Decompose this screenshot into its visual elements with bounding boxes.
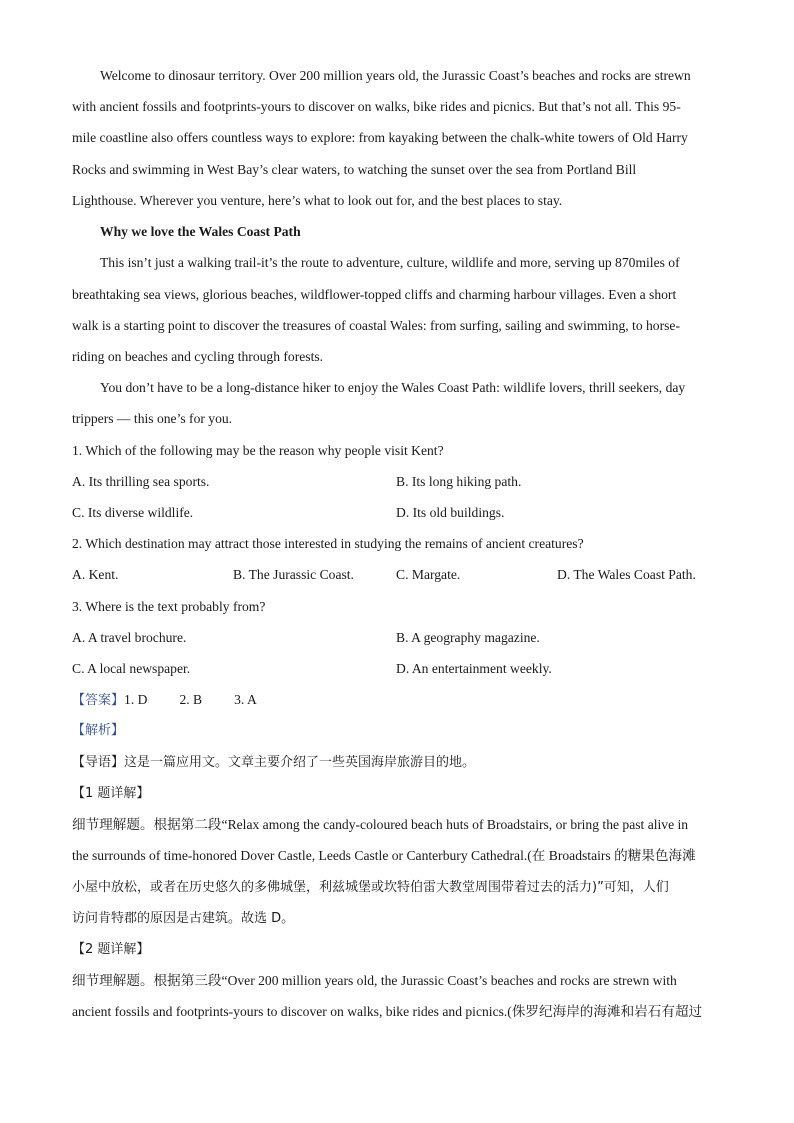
passage-line: You don’t have to be a long-distance hiker to enjoy the Wales Coast Path: wildlife lovers, thrill seekers, day bbox=[100, 380, 686, 395]
analysis-line: 细节理解题。根据第二段“Relax among the candy-coloured beach huts of Broadstairs, or bring the past alive in bbox=[72, 817, 689, 832]
passage-line: This isn’t just a walking trail-it’s the route to adventure, culture, wildlife and more, serving up 870miles of bbox=[100, 255, 680, 270]
option: C. A local newspaper. bbox=[72, 661, 191, 676]
analysis-tag: 【解析】 bbox=[72, 723, 125, 738]
q1-detail-title: 【1 题详解】 bbox=[72, 786, 150, 801]
option: A. Its thrilling sea sports. bbox=[72, 474, 210, 489]
passage-line: walk is a starting point to discover the treasures of coastal Wales: from surfing, sailing and swimming, to horse- bbox=[72, 318, 680, 333]
analysis-line: ancient fossils and footprints-yours to discover on walks, bike rides and picnics.(侏罗纪海岸的海滩和岩石有超过 bbox=[72, 1004, 703, 1019]
answer-item: 2. B bbox=[179, 692, 203, 707]
option: D. The Wales Coast Path. bbox=[557, 567, 696, 582]
analysis-intro: 【导语】这是一篇应用文。文章主要介绍了一些英国海岸旅游目的地。 bbox=[72, 755, 476, 770]
option: C. Its diverse wildlife. bbox=[72, 505, 194, 520]
passage-line: Lighthouse. Wherever you venture, here’s what to look out for, and the best places to stay. bbox=[72, 193, 563, 208]
option: D. An entertainment weekly. bbox=[396, 661, 552, 676]
passage-line: Rocks and swimming in West Bay’s clear waters, to watching the sunset over the sea from Portland Bill bbox=[72, 162, 637, 177]
option: A. A travel brochure. bbox=[72, 630, 187, 645]
option: B. The Jurassic Coast. bbox=[233, 567, 354, 582]
analysis-line: 访问肯特郡的原因是古建筑。故选 D。 bbox=[72, 911, 295, 926]
question-stem: 1. Which of the following may be the reason why people visit Kent? bbox=[72, 443, 444, 458]
passage-line: with ancient fossils and footprints-yours to discover on walks, bike rides and picnics. But that’s not all. This 95- bbox=[72, 99, 681, 114]
passage-line: mile coastline also offers countless ways to explore: from kayaking between the chalk-white towers of Old Harry bbox=[72, 130, 688, 145]
q2-detail-title: 【2 题详解】 bbox=[72, 942, 150, 957]
passage-line: riding on beaches and cycling through forests. bbox=[72, 349, 324, 364]
analysis-line: 小屋中放松，或者在历史悠久的多佛城堡，利兹城堡或坎特伯雷大教堂周围带着过去的活力)”可知，人们 bbox=[72, 880, 669, 895]
analysis-line: the surrounds of time-honored Dover Castle, Leeds Castle or Canterbury Cathedral.(在 Broadstairs 的糖果色海滩 bbox=[72, 848, 696, 863]
passage-line: Welcome to dinosaur territory. Over 200 million years old, the Jurassic Coast’s beaches and rocks are strewn bbox=[100, 68, 691, 83]
answer-line bbox=[72, 691, 257, 710]
answer-item: 3. A bbox=[234, 692, 257, 707]
passage-line: breathtaking sea views, glorious beaches, wildflower-topped cliffs and charming harbour villages. Even a short bbox=[72, 287, 677, 302]
option: C. Margate. bbox=[396, 567, 461, 582]
option: A. Kent. bbox=[72, 567, 119, 582]
option: B. A geography magazine. bbox=[396, 630, 540, 645]
answer-item: 1. D bbox=[124, 692, 148, 707]
analysis-line: 细节理解题。根据第三段“Over 200 million years old, the Jurassic Coast’s beaches and rocks are strewn with bbox=[72, 973, 677, 988]
option: B. Its long hiking path. bbox=[396, 474, 522, 489]
answer-tag: 【答案】 bbox=[72, 693, 125, 708]
option: D. Its old buildings. bbox=[396, 505, 505, 520]
passage-line: trippers — this one’s for you. bbox=[72, 411, 233, 426]
question-stem: 2. Which destination may attract those interested in studying the remains of ancient creatures? bbox=[72, 536, 584, 551]
section-heading: Why we love the Wales Coast Path bbox=[100, 224, 301, 239]
question-stem: 3. Where is the text probably from? bbox=[72, 599, 266, 614]
